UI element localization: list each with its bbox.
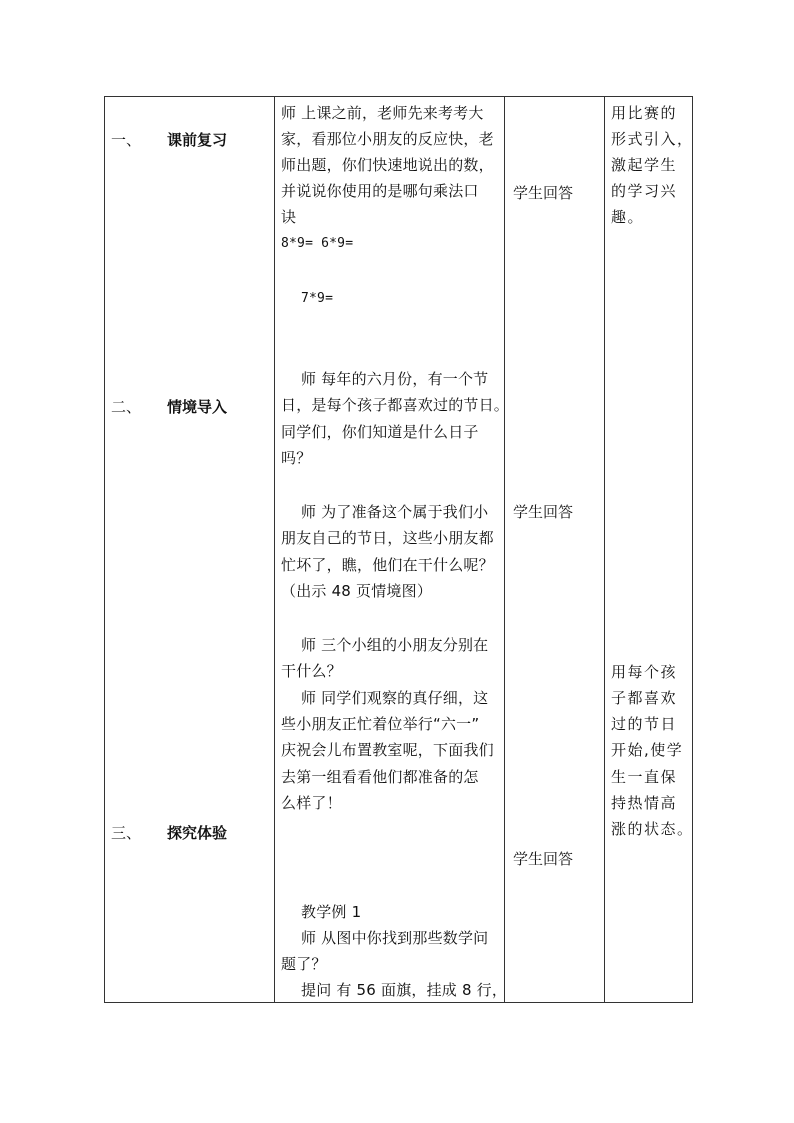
design-intent-column	[605, 97, 693, 1003]
teacher-text-line: 忙坏了，瞧，他们在干什么呢？	[281, 556, 494, 574]
student-response: 学生回答	[513, 850, 574, 868]
design-intent-line: 持热情高	[611, 794, 678, 812]
teacher-text-line: 么样了！	[281, 794, 342, 812]
teacher-text-line: 去第一组看看他们都准备的怎	[281, 768, 479, 786]
section-number: 三、	[111, 824, 142, 842]
student-response: 学生回答	[513, 184, 574, 202]
design-intent-line: 过的节日	[611, 715, 678, 733]
section-title: 情境导入	[167, 398, 228, 416]
teacher-text-line: 家，看那位小朋友的反应快，老	[281, 130, 494, 148]
section-title: 探究体验	[167, 824, 228, 842]
teacher-text-line: 同学们，你们知道是什么日子	[281, 423, 479, 441]
teacher-text-line: 题了？	[281, 955, 327, 973]
math-problems-line: 8*9= 6*9=	[281, 236, 354, 251]
teacher-text-line: 庆祝会儿布置教室呢，下面我们	[281, 741, 494, 759]
section-number: 二、	[111, 398, 142, 416]
design-intent-line: 激起学生	[611, 156, 678, 174]
teacher-text-line: 吗？	[281, 449, 312, 467]
section-number: 一、	[111, 131, 142, 149]
design-intent-line: 趣。	[611, 208, 645, 226]
design-intent-line: 形式引入，	[611, 130, 694, 148]
teacher-text-line: 提问 有 56 面旗，挂成 8 行，	[301, 981, 508, 999]
teacher-text-line: 干什么？	[281, 662, 342, 680]
teacher-text-line: 日，是每个孩子都喜欢过的节日。	[281, 396, 510, 414]
teacher-text-line: 诀	[281, 208, 297, 226]
section-column	[105, 97, 275, 1003]
design-intent-line: 的学习兴	[611, 182, 678, 200]
teacher-text-line: 师 从图中你找到那些数学问	[301, 929, 489, 947]
design-intent-line: 用比赛的	[611, 104, 678, 122]
teacher-text-line: 师出题，你们快速地说出的数，	[281, 156, 494, 174]
design-intent-line: 生一直保	[611, 768, 678, 786]
lesson-plan-table	[104, 96, 693, 1003]
teacher-text-line: 师 为了准备这个属于我们小	[301, 503, 489, 521]
teacher-text-line: 师 上课之前，老师先来考考大	[281, 104, 484, 122]
design-intent-line: 用每个孩	[611, 663, 678, 681]
teacher-text-line: 师 同学们观察的真仔细，这	[301, 689, 489, 707]
teacher-text-line: 并说说你使用的是哪句乘法口	[281, 182, 479, 200]
student-response: 学生回答	[513, 503, 574, 521]
teacher-text-line: 些小朋友正忙着位举行“六一”	[281, 715, 480, 733]
teacher-text-line: 师 每年的六月份，有一个节	[301, 370, 489, 388]
teacher-text-line: 朋友自己的节日，这些小朋友都	[281, 529, 494, 547]
design-intent-line: 涨的状态。	[611, 820, 694, 838]
teacher-text-line: 师 三个小组的小朋友分别在	[301, 636, 489, 654]
section-title: 课前复习	[167, 131, 228, 149]
teacher-activity-column	[275, 97, 510, 1003]
student-activity-column	[505, 97, 605, 1003]
design-intent-line: 开始,使学	[611, 741, 684, 759]
design-intent-line: 子都喜欢	[611, 689, 678, 707]
teacher-text-line: （出示 48 页情境图）	[281, 582, 433, 600]
teacher-text-line: 教学例 1	[301, 903, 362, 921]
math-problems-line: 7*9=	[301, 291, 334, 306]
